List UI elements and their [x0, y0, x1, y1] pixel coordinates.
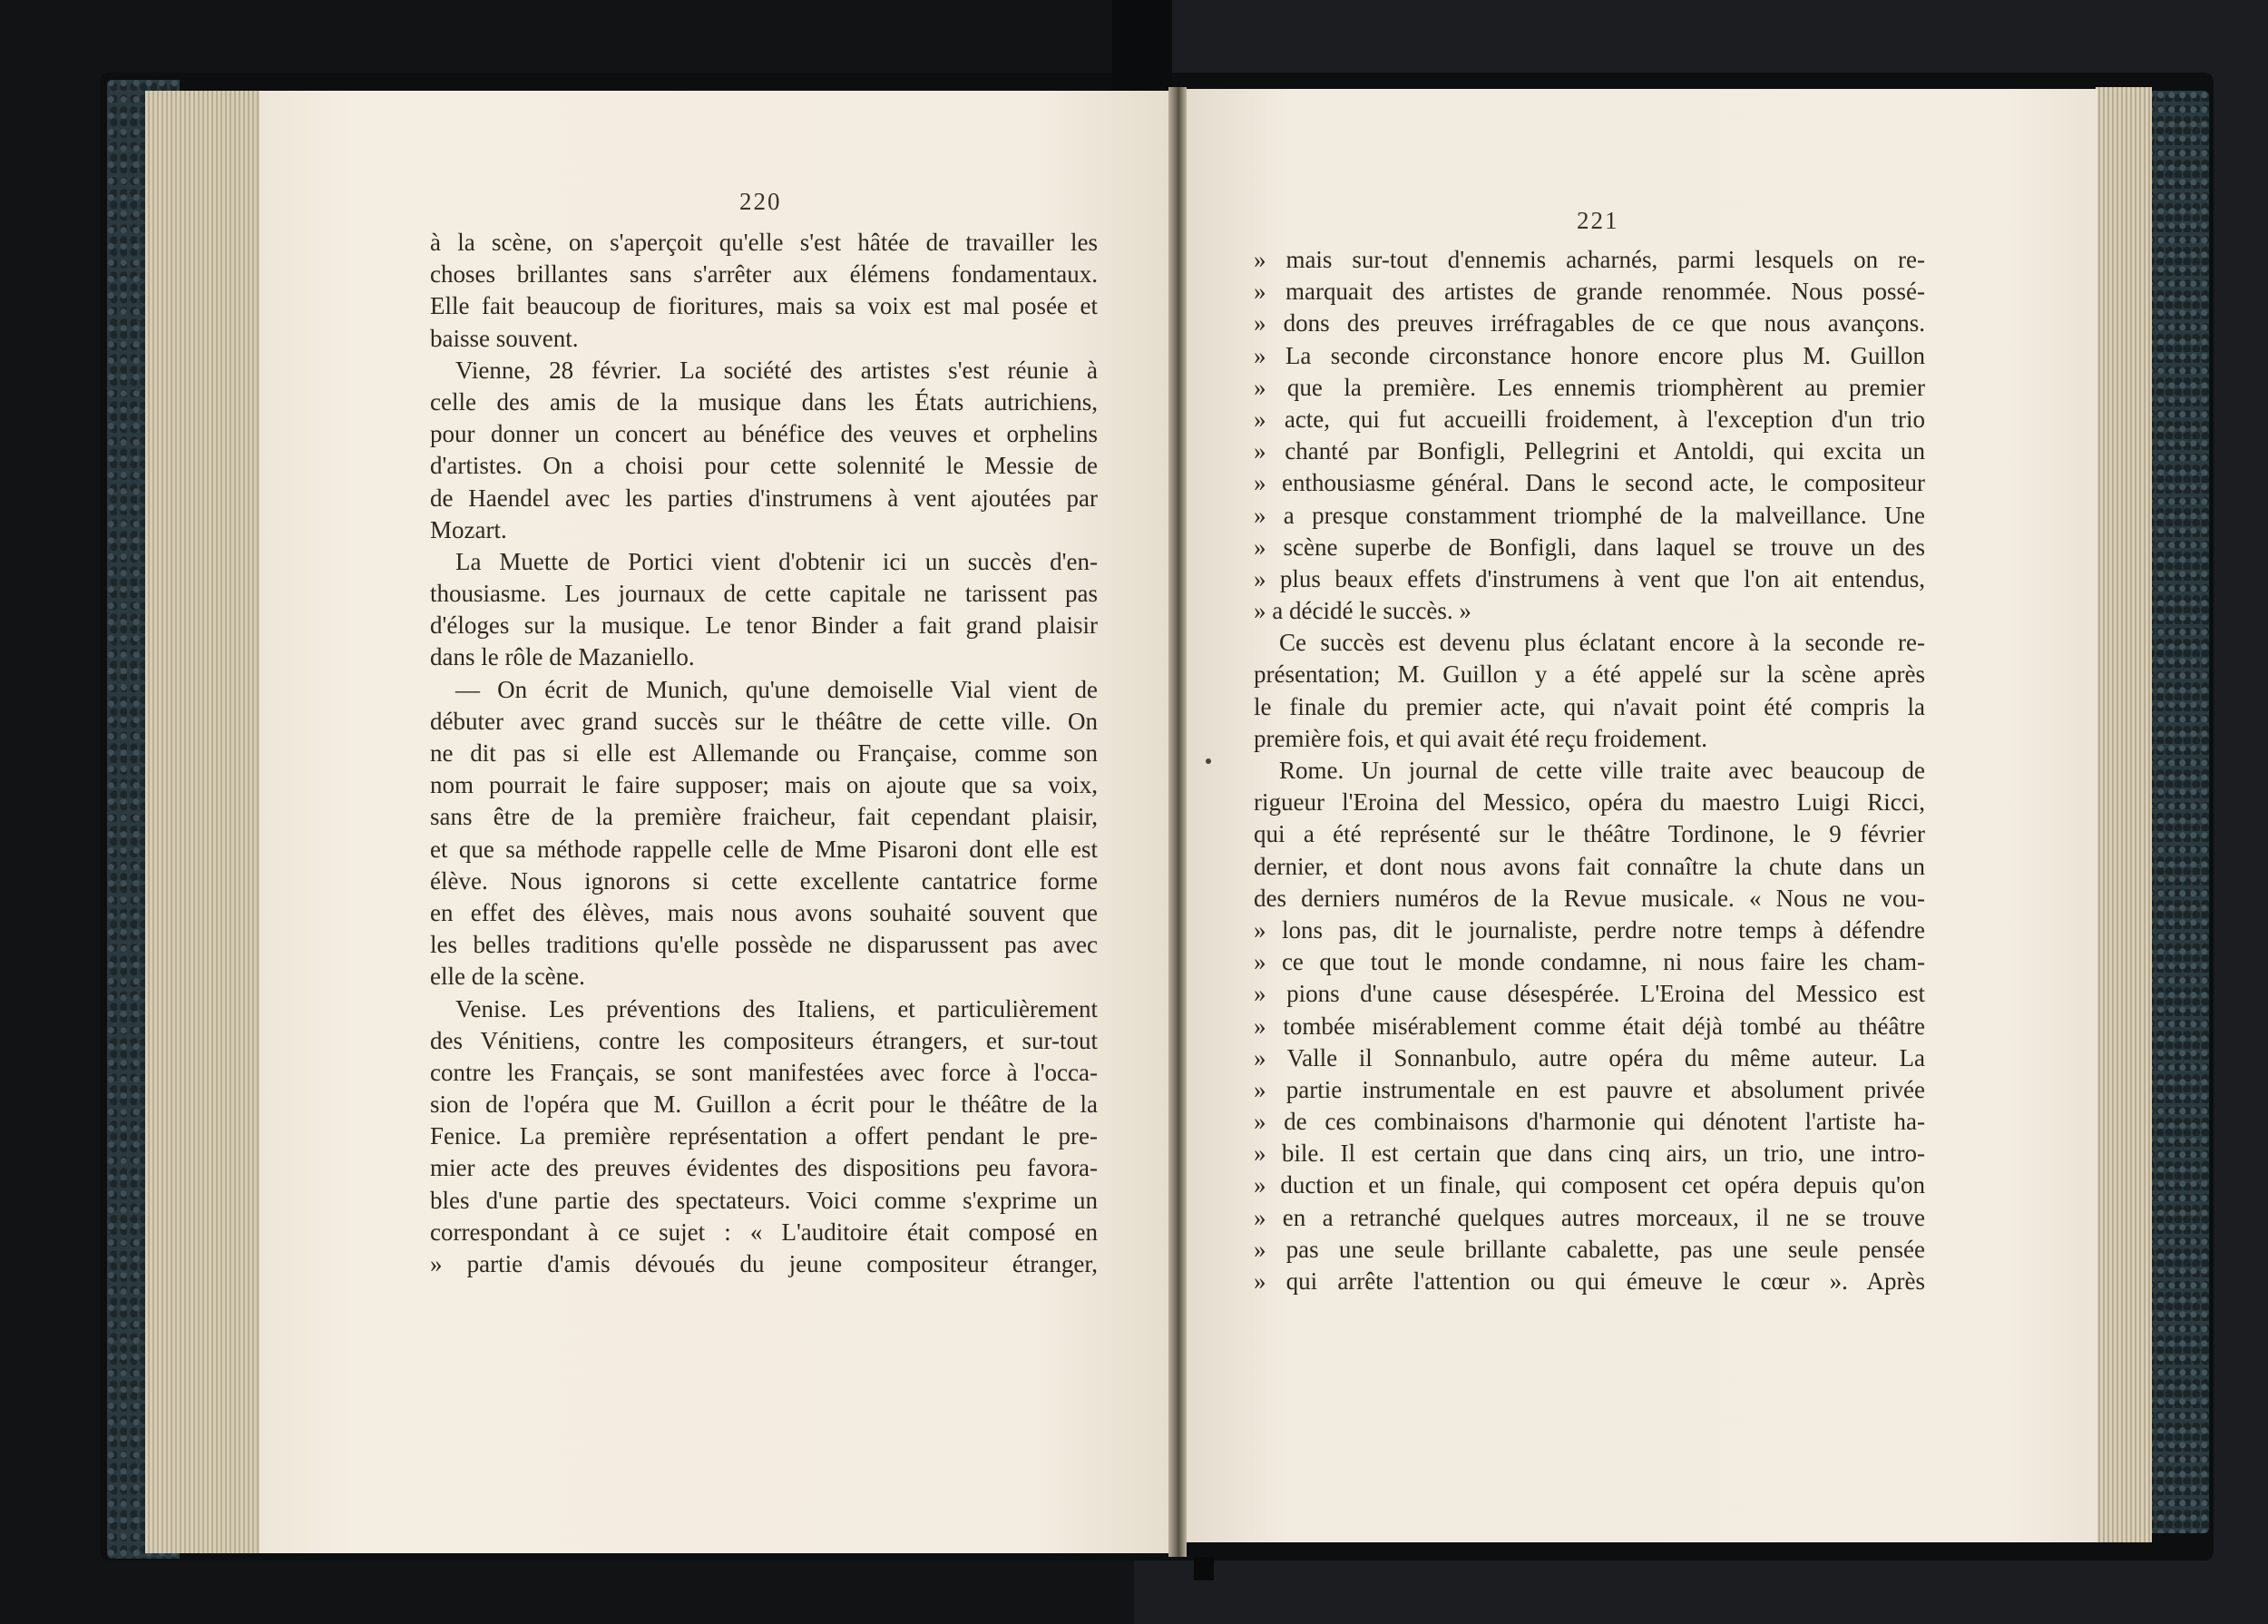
text-line: première fois, et qui avait été reçu froidement.: [1254, 724, 1708, 752]
text-line: nom pourrait le faire supposer; mais on ajoute que sa voix,: [430, 771, 1098, 799]
text-line: Ce succès est devenu plus éclatant encore à la seconde re-: [1279, 629, 1925, 657]
text-line: et que sa méthode rappelle celle de Mme Pisaroni dont elle est: [430, 835, 1098, 863]
text-line: bles d'une partie des spectateurs. Voici comme s'exprime un: [430, 1186, 1098, 1214]
text-line: sans être de la première fraicheur, fait cependant plaisir,: [430, 803, 1098, 831]
text-line: baisse souvent.: [430, 324, 579, 352]
text-line: des derniers numéros de la Revue musicale. « Nous ne vou-: [1254, 884, 1925, 912]
text-line: » scène superbe de Bonfigli, dans laquel se trouve un des: [1254, 533, 1925, 561]
text-line: » a décidé le succès. »: [1254, 597, 1471, 625]
text-line: » duction et un finale, qui composent cet opéra depuis qu'on: [1254, 1171, 1925, 1199]
text-line: élève. Nous ignorons si cette excellente cantatrice forme: [430, 866, 1098, 895]
text-line: » acte, qui fut accueilli froidement, à l'exception d'un trio: [1254, 405, 1925, 433]
text-line: sion de l'opéra que M. Guillon a écrit pour le théâtre de la: [430, 1091, 1098, 1119]
text-line: thousiasme. Les journaux de cette capitale ne tarissent pas: [430, 580, 1098, 608]
text-line: choses brillantes sans s'arrêter aux élémens fondamentaux.: [430, 260, 1098, 289]
right-page-text: [1254, 244, 1925, 1297]
text-line: » chanté par Bonfigli, Pellegrini et Antoldi, qui excita un: [1254, 437, 1925, 465]
text-line: » dons des preuves irréfragables de ce que nous avançons.: [1254, 309, 1925, 338]
text-line: » que la première. Les ennemis triomphèrent au premier: [1254, 373, 1925, 401]
text-line: qui a été représenté sur le théâtre Tordinone, le 9 février: [1254, 820, 1925, 848]
text-line: » pas une seule brillante cabalette, pas une seule pensée: [1254, 1235, 1925, 1263]
text-line: » Valle il Sonnanbulo, autre opéra du même auteur. La: [1254, 1043, 1925, 1071]
text-line: » de ces combinaisons d'harmonie qui dénotent l'artiste ha-: [1254, 1108, 1925, 1136]
text-line: » partie d'amis dévoués du jeune compositeur étranger,: [430, 1250, 1098, 1277]
text-line: les belles traditions qu'elle possède ne disparussent pas avec: [430, 931, 1098, 959]
left-page-edges: [145, 91, 261, 1553]
text-line: mier acte des preuves évidentes des dispositions peu favora-: [430, 1154, 1098, 1182]
text-line: d'éloges sur la musique. Le tenor Binder a fait grand plaisir: [430, 611, 1098, 640]
spine-top-shadow: [1112, 0, 1172, 91]
text-line: à la scène, on s'aperçoit qu'elle s'est hâtée de travailler les: [430, 229, 1098, 256]
text-line: » partie instrumentale en est pauvre et absolument privée: [1254, 1075, 1925, 1103]
text-line: pour donner un concert au bénéfice des veuves et orphelins: [430, 420, 1098, 448]
text-line: rigueur l'Eroina del Messico, opéra du maestro Luigi Ricci,: [1254, 788, 1925, 817]
spine-bottom-shadow: [1194, 1557, 1214, 1580]
text-line: La Muette de Portici vient d'obtenir ici un succès d'en-: [455, 547, 1098, 575]
text-line: dernier, et dont nous avons fait connaître la chute dans un: [1254, 852, 1925, 880]
text-line: » bile. Il est certain que dans cinq airs, un trio, une intro-: [1254, 1140, 1925, 1168]
text-line: d'artistes. On a choisi pour cette solennité le Messie de: [430, 452, 1098, 480]
text-line: Mozart.: [430, 515, 507, 543]
text-line: » tombée misérablement comme était déjà tombé au théâtre: [1254, 1012, 1925, 1040]
left-page-number: 220: [739, 188, 782, 215]
text-line: » plus beaux effets d'instrumens à vent que l'on ait entendus,: [1254, 564, 1925, 592]
text-line: » enthousiasme général. Dans le second acte, le compositeur: [1254, 469, 1925, 497]
book-gutter: [1168, 87, 1187, 1557]
text-line: correspondant à ce sujet : « L'auditoire était composé en: [430, 1218, 1098, 1246]
text-line: » pions d'une cause désespérée. L'Eroina del Messico est: [1254, 980, 1925, 1008]
ink-speck: [1206, 758, 1211, 764]
text-line: » mais sur-tout d'ennemis acharnés, parmi lesquels on re-: [1254, 246, 1925, 273]
text-line: elle de la scène.: [430, 963, 585, 991]
text-line: des Vénitiens, contre les compositeurs étrangers, et sur-tout: [430, 1026, 1098, 1054]
text-line: Fenice. La première représentation a offert pendant le pre-: [430, 1122, 1098, 1150]
text-line: » en a retranché quelques autres morceaux, il ne se trouve: [1254, 1203, 1925, 1231]
text-line: » lons pas, dit le journaliste, perdre notre temps à défendre: [1254, 915, 1925, 944]
text-line: débuter avec grand succès sur le théâtre de cette ville. On: [430, 707, 1098, 735]
left-page-text: [430, 227, 1098, 1280]
text-line: » ce que tout le monde condamne, ni nous faire les cham-: [1254, 948, 1925, 976]
text-line: contre les Français, se sont manifestées avec force à l'occa-: [430, 1058, 1098, 1086]
text-line: Elle fait beaucoup de fioritures, mais sa voix est mal posée et: [430, 292, 1098, 320]
text-line: » marquait des artistes de grande renommée. Nous possé-: [1254, 278, 1925, 306]
text-line: » La seconde circonstance honore encore plus M. Guillon: [1254, 341, 1925, 369]
text-line: le finale du premier acte, qui n'avait point été compris la: [1254, 692, 1925, 720]
text-line: de Haendel avec les parties d'instrumens à vent ajoutées par: [430, 484, 1098, 512]
text-line: — On écrit de Munich, qu'une demoiselle Vial vient de: [455, 675, 1098, 703]
text-line: » qui arrête l'attention ou qui émeuve le cœur ». Après: [1254, 1267, 1925, 1295]
text-line: » a presque constamment triomphé de la malveillance. Une: [1254, 501, 1925, 529]
text-line: Rome. Un journal de cette ville traite avec beaucoup de: [1279, 757, 1925, 784]
right-cover-board: [2146, 91, 2209, 1533]
right-page-edges: [2096, 87, 2152, 1542]
text-line: Venise. Les préventions des Italiens, et particulièrement: [455, 994, 1098, 1022]
text-line: présentation; M. Guillon y a été appelé sur la scène après: [1254, 660, 1925, 689]
text-line: ne dit pas si elle est Allemande ou Française, comme son: [430, 739, 1098, 767]
text-line: dans le rôle de Mazaniello.: [430, 643, 695, 671]
text-line: Vienne, 28 février. La société des artistes s'est réunie à: [455, 356, 1098, 384]
text-line: celle des amis de la musique dans les États autrichiens,: [430, 387, 1098, 416]
text-line: en effet des élèves, mais nous avons souhaité souvent que: [430, 898, 1098, 926]
right-page-number: 221: [1577, 207, 1619, 234]
